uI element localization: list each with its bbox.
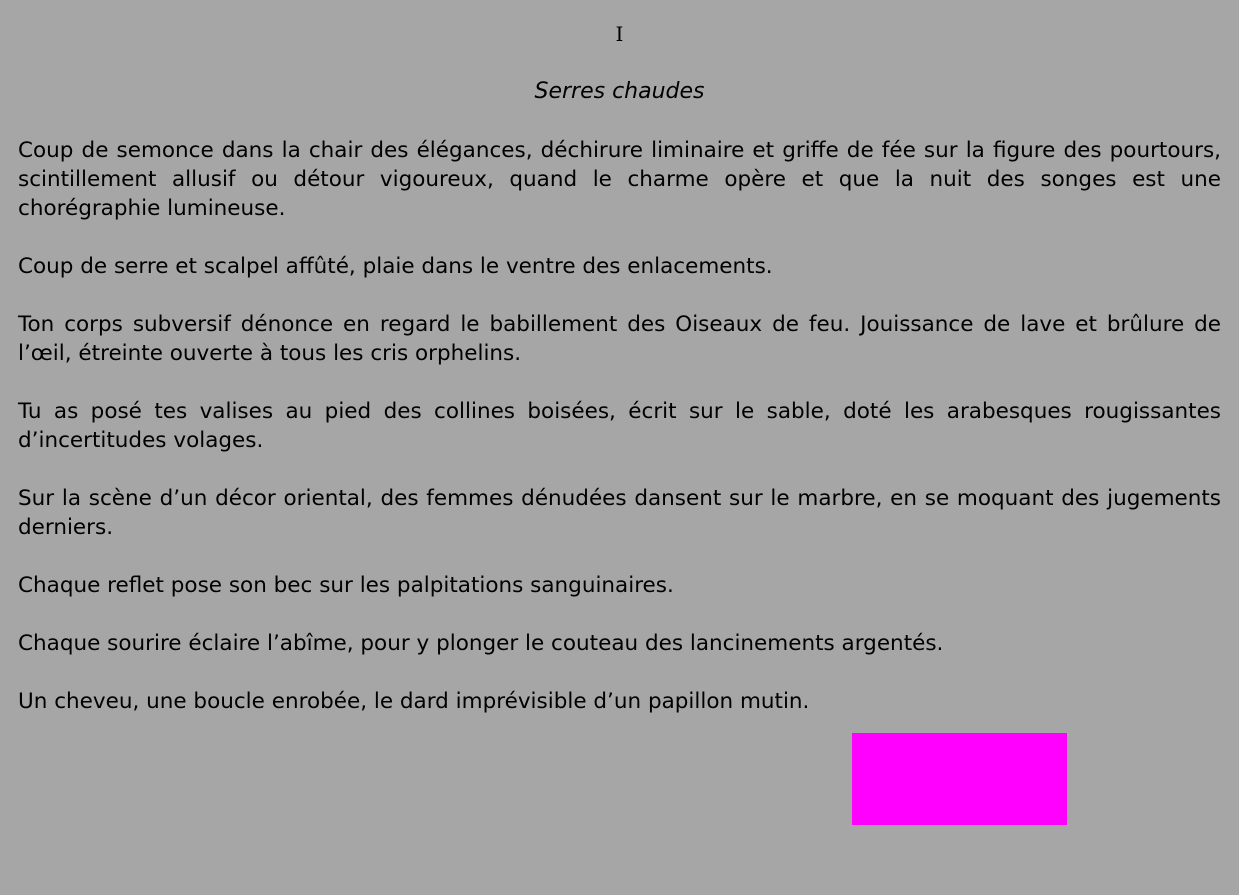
- stanza-8: Un cheveu, une boucle enrobée, le dard imprévisible d’un papillon mutin.: [18, 689, 810, 714]
- stanza-3: Ton corps subversif dénonce en regard le babillement des Oiseaux de feu. Jouissance de lave et brûlure de l’œil, étreinte ouverte à tous les cris orphelins.: [18, 312, 1221, 366]
- stanza-4: Tu as posé tes valises au pied des collines boisées, écrit sur le sable, doté les arabesques rougissantes d’incertitudes volages.: [18, 399, 1221, 453]
- stanza-6: Chaque reflet pose son bec sur les palpitations sanguinaires.: [18, 573, 674, 598]
- stanza-2: Coup de serre et scalpel affûté, plaie dans le ventre des enlacements.: [18, 254, 773, 279]
- section-number: I: [615, 22, 624, 46]
- stanza-list: [18, 136, 1221, 745]
- stanza-7: Chaque sourire éclaire l’abîme, pour y plonger le couteau des lancinements argentés.: [18, 631, 944, 656]
- stanza-5: Sur la scène d’un décor oriental, des femmes dénudées dansent sur le marbre, en se moquant des jugements derniers.: [18, 486, 1221, 540]
- magenta-block: [852, 733, 1067, 825]
- stanza-1: Coup de semonce dans la chair des élégances, déchirure liminaire et griffe de fée sur la figure des pourtours, scintillement allusif ou détour vigoureux, quand le charme opère et que la nuit des songes est une chorégraphie lumineuse.: [18, 138, 1221, 221]
- poem-title: Serres chaudes: [534, 79, 705, 104]
